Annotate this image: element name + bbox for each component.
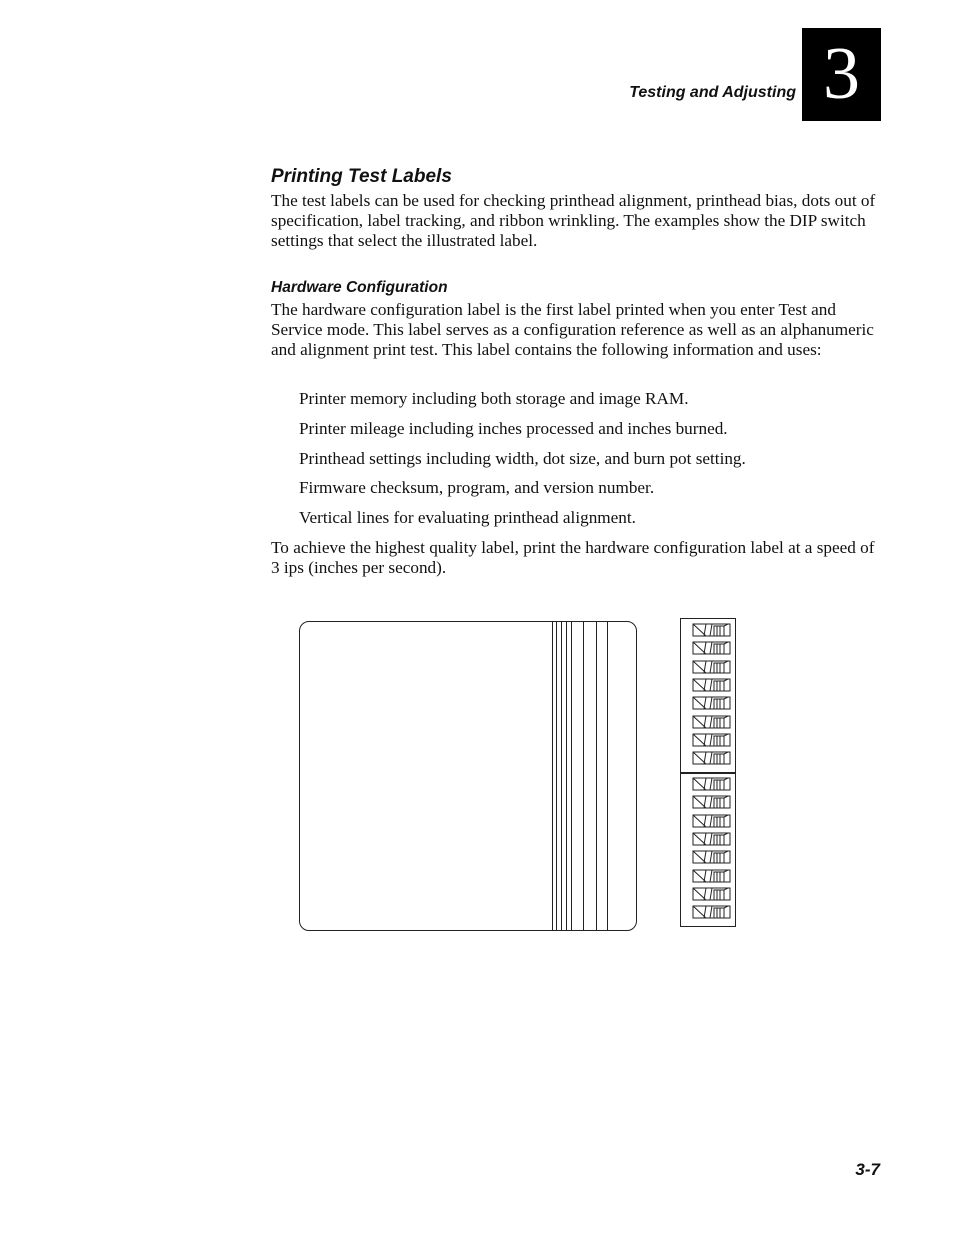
alignment-line [552,622,553,930]
closing-paragraph: To achieve the highest quality label, print the hardware configuration label at a speed of 3 ips (inches per second). [271,538,875,577]
dip-switch-icon [692,849,732,865]
alignment-line [583,622,584,930]
subsection-heading: Hardware Configuration [271,279,448,296]
list-item: Printer memory including both storage and image RAM. [299,389,689,408]
alignment-line [607,622,608,930]
section-heading: Printing Test Labels [271,166,452,187]
alignment-line [596,622,597,930]
dip-switch-icon [692,794,732,810]
alignment-line [556,622,557,930]
dip-switch-icon [692,813,732,829]
dip-switch-icon [692,831,732,847]
dip-switch-block-2 [680,773,736,927]
alignment-line [571,622,572,930]
dip-switch-icon [692,776,732,792]
dip-switch-icon [692,904,732,920]
dip-switch-icon [692,732,732,748]
dip-switch-icon [692,714,732,730]
dip-switch-icon [692,695,732,711]
dip-switch-icon [692,677,732,693]
alignment-line [561,622,562,930]
section-intro: The test labels can be used for checking printhead alignment, printhead bias, dots out of specification, label tracking, and ribbon wrinkling. The examples show the DIP switch settings that select the illustrated label. [271,191,876,250]
dip-switch-block-1 [680,618,736,773]
list-item: Firmware checksum, program, and version number. [299,478,655,498]
running-title: Testing and Adjusting [629,84,796,101]
subsection-body: The hardware configuration label is the first label printed when you enter Test and Service mode. This label serves as a configuration reference as well as an alphanumeric and alignment print test. This label contains the following information and uses: [271,300,874,359]
dip-switch-icon [692,750,732,766]
uses-list [299,389,879,538]
list-item: Printer mileage including inches processed and inches burned. [299,418,728,438]
dip-switch-icon [692,886,732,902]
list-item: Printhead settings including width, dot size, and burn pot setting. [299,448,746,468]
alignment-line [566,622,567,930]
dip-switch-icon [692,659,732,675]
list-item: Vertical lines for evaluating printhead alignment. [299,508,636,528]
page-number: 3-7 [855,1160,880,1179]
hardware-configuration-label-illustration [299,621,637,931]
dip-switch-icon [692,622,732,638]
dip-switch-icon [692,640,732,656]
chapter-tab [802,28,881,121]
chapter-number: 3 [823,33,860,115]
dip-switch-icon [692,868,732,884]
